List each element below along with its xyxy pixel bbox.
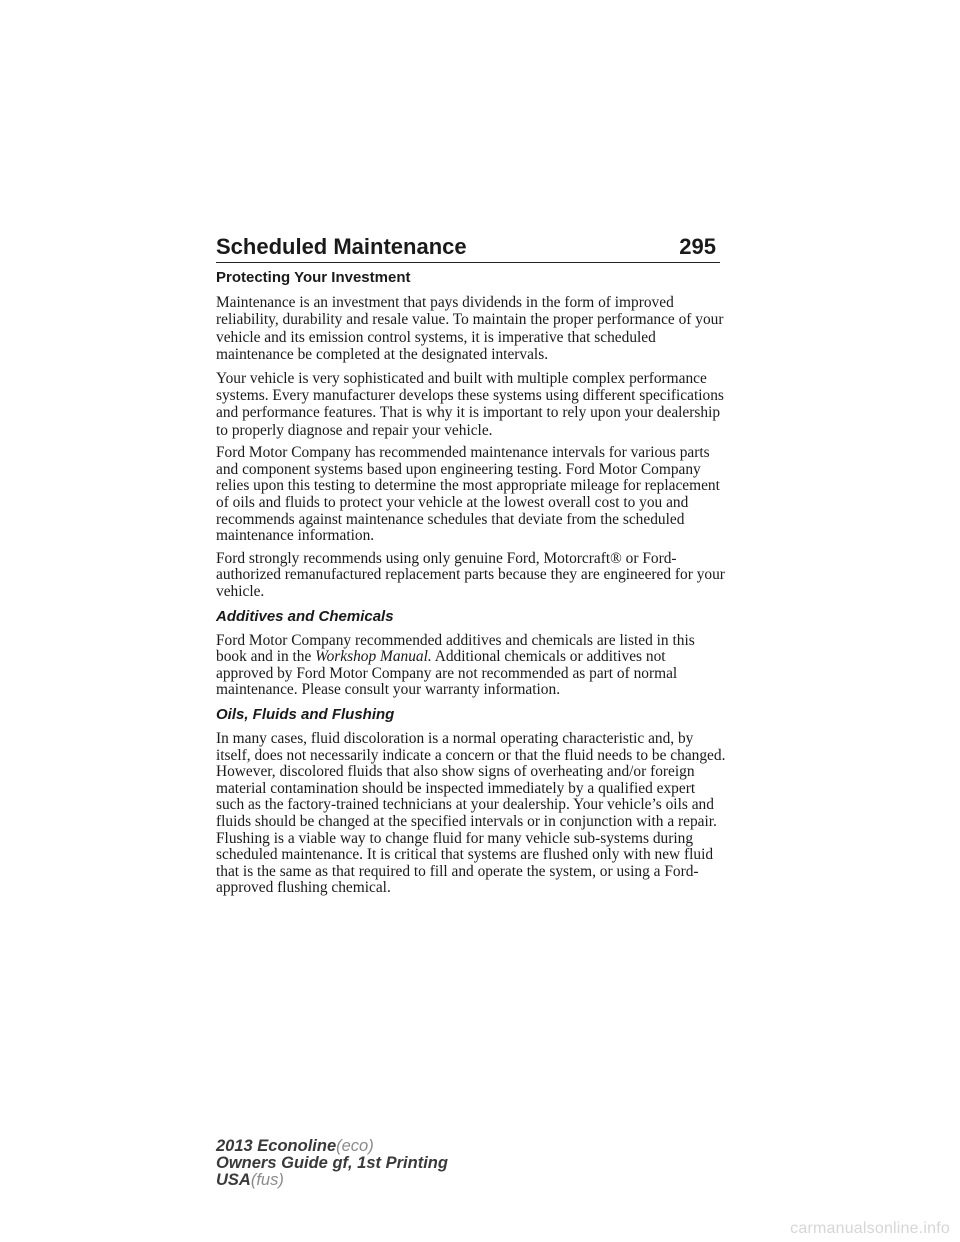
paragraph-investment-2: Your vehicle is very sophisticated and built with multiple complex performance systems. Every manufacturer develops these systems using different specifications and performance features. That is why it is important to rely upon your dealership to properly diagnose and repair your vehicle. — [216, 369, 724, 439]
footer-model: 2013 Econoline — [216, 1137, 337, 1155]
document-footer — [216, 1138, 448, 1189]
section-title: Scheduled Maintenance — [216, 234, 467, 259]
footer-line-model — [216, 1138, 448, 1155]
heading-additives-chemicals: Additives and Chemicals — [216, 607, 394, 625]
paragraph-oils: In many cases, fluid discoloration is a normal operating characteristic and, by itself, does not necessarily indicate a concern or that the fluid needs to be changed. However, discolored fluids that also show signs of overheating and/or foreign material contamination should be inspected immediately by a qualified expert such as the factory-trained technicians at your dealership. Your vehicle’s oils and fluids should be changed at the specified intervals or in conjunction with a repair. Flushing is a viable way to change fluid for many vehicle sub-systems during scheduled maintenance. It is critical that systems are flushed only with new fluid that is the same as that required to fill and operate the system, or using a Ford-approved flushing chemical. — [216, 729, 726, 897]
workshop-manual-reference: Workshop Manual. — [315, 648, 432, 666]
page-content — [216, 268, 726, 903]
paragraph-investment-3: Ford Motor Company has recommended maintenance intervals for various parts and component systems based upon engineering testing. Ford Motor Company relies upon this testing to determine the most appropriate mileage for replacement of oils and fluids to protect your vehicle at the lowest overall cost to you and recommends against maintenance schedules that deviate from the scheduled maintenance information. — [216, 444, 720, 545]
footer-market: USA — [216, 1171, 251, 1189]
footer-line-market — [216, 1172, 448, 1189]
additives-text-start: Ford Motor Company recommended additives and chemicals are listed in this book and in the — [216, 631, 695, 666]
footer-printing: Owners Guide gf, 1st Printing — [216, 1154, 448, 1172]
heading-oils-fluids-flushing: Oils, Fluids and Flushing — [216, 705, 395, 723]
paragraph-investment-4: Ford strongly recommends using only genuine Ford, Motorcraft® or Ford-authorized remanufactured replacement parts because they are engineered for your vehicle. — [216, 549, 725, 600]
additives-text-end: Additional chemicals or additives not approved by Ford Motor Company are not recommended as part of normal maintenance. Please consult your warranty information. — [216, 648, 678, 699]
footer-market-code: (fus) — [250, 1171, 284, 1189]
site-watermark: carmanualsonline.info — [790, 1220, 950, 1237]
footer-model-code: (eco) — [336, 1137, 374, 1155]
page-header — [216, 228, 720, 263]
page-number: 295 — [679, 234, 716, 259]
heading-protecting-investment: Protecting Your Investment — [216, 269, 411, 286]
paragraph-additives — [216, 633, 726, 699]
paragraph-investment-1: Maintenance is an investment that pays dividends in the form of improved reliability, durability and resale value. To maintain the proper performance of your vehicle and its emission control systems, it is imperative that scheduled maintenance be completed at the designated intervals. — [216, 294, 724, 364]
